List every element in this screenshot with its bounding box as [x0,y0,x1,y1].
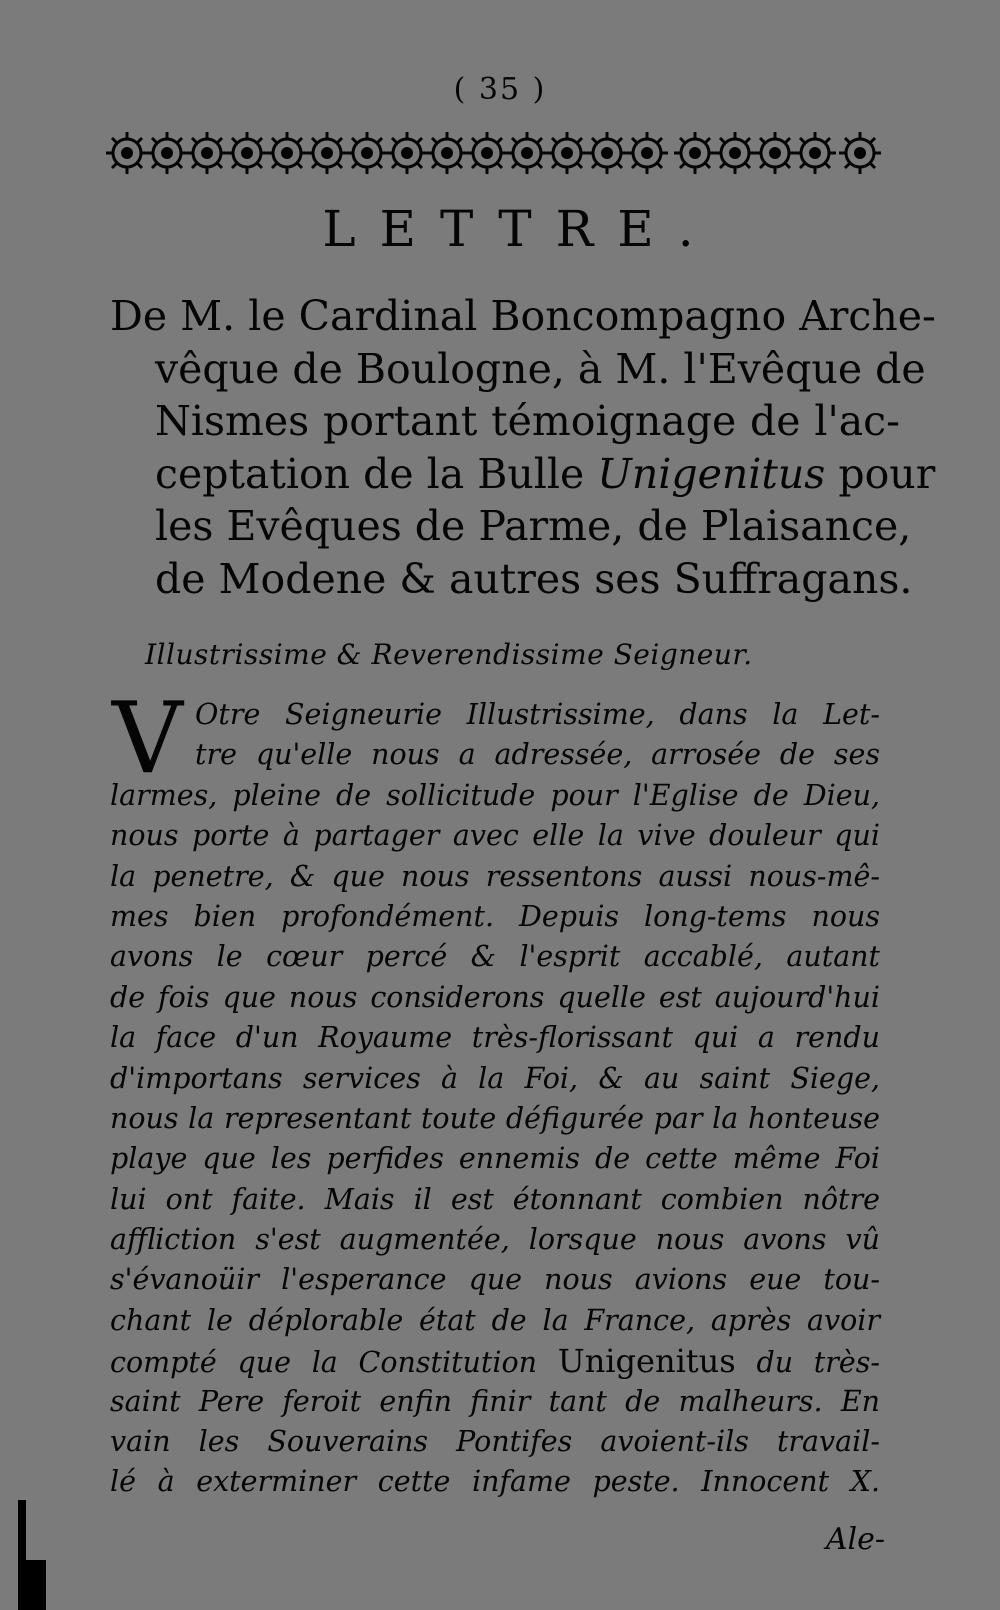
catchword: Ale- [825,1522,885,1557]
body-line: tre qu'elle nous a adressée, arrosée de ses [195,738,880,772]
salutation: Illustrissime & Reverendissime Seigneur. [145,638,753,671]
letter-heading [110,290,936,605]
heading-text: pour [825,449,936,498]
heading-text: ceptation de la Bulle [155,449,598,498]
body-line: affliction s'est augmentée, lorsque nous avons vû [110,1223,880,1257]
heading-line: les Evêques de Parme, de Plaisance, [155,502,912,550]
scan-edge-mark [18,1500,26,1610]
ornament-icon [105,128,885,178]
body-line: la face d'un Royaume très-florissant qui a rendu [110,1021,880,1055]
body-line: chant le déplorable état de la France, après avoir [110,1303,880,1337]
body-line: de fois que nous considerons quelle est aujourd'hui [110,980,880,1014]
heading-line: Nismes portant témoignage de l'ac- [155,397,900,445]
heading-line [110,448,936,501]
page-number: ( 35 ) [453,72,547,107]
body-line: la penetre, & que nous ressentons aussi nous-mê- [110,859,880,893]
body-line: lui ont faite. Mais il est étonnant combien nôtre [110,1182,880,1216]
letter-body [110,695,880,1503]
body-line: vain les Souverains Pontifes avoient-ils travail- [110,1425,880,1459]
body-line: nous porte à partager avec elle la vive douleur qui [110,819,880,853]
body-line [110,1341,880,1381]
body-line: playe que les perfides ennemis de cette même Foi [110,1142,880,1176]
body-text: compté que la Constitution [110,1346,558,1380]
drop-cap: V [112,682,183,796]
body-line: avons le cœur percé & l'esprit accablé, autant [110,940,880,974]
body-line: Otre Seigneurie Illustrissime, dans la Let- [195,698,880,731]
heading-line: vêque de Boulogne, à M. l'Evêque de [155,344,926,393]
body-line: saint Pere feroit enfin finir tant de malheurs. En [110,1384,880,1418]
heading-line: De M. le Cardinal Boncompagno Arche- [110,292,936,340]
body-line: d'importans services à la Foi, & au saint Siege, [110,1061,880,1095]
scan-edge-mark [26,1560,46,1610]
bull-name: Unigenitus [597,449,826,498]
body-line: larmes, pleine de sollicitude pour l'Eglise de Dieu, [110,778,880,812]
body-line: lé à exterminer cette infame peste. Innocent X. [110,1465,880,1499]
body-line: nous la representant toute défigurée par la honteuse [110,1101,880,1135]
bull-name: Unigenitus [557,1342,736,1381]
body-text: du très- [735,1346,880,1380]
letter-title: LETTRE. [322,200,718,258]
heading-line: de Modene & autres ses Suffragans. [155,554,913,603]
body-line: s'évanoüir l'esperance que nous avions eue tou- [110,1263,880,1297]
body-line: mes bien profondément. Depuis long-tems nous [110,899,880,933]
